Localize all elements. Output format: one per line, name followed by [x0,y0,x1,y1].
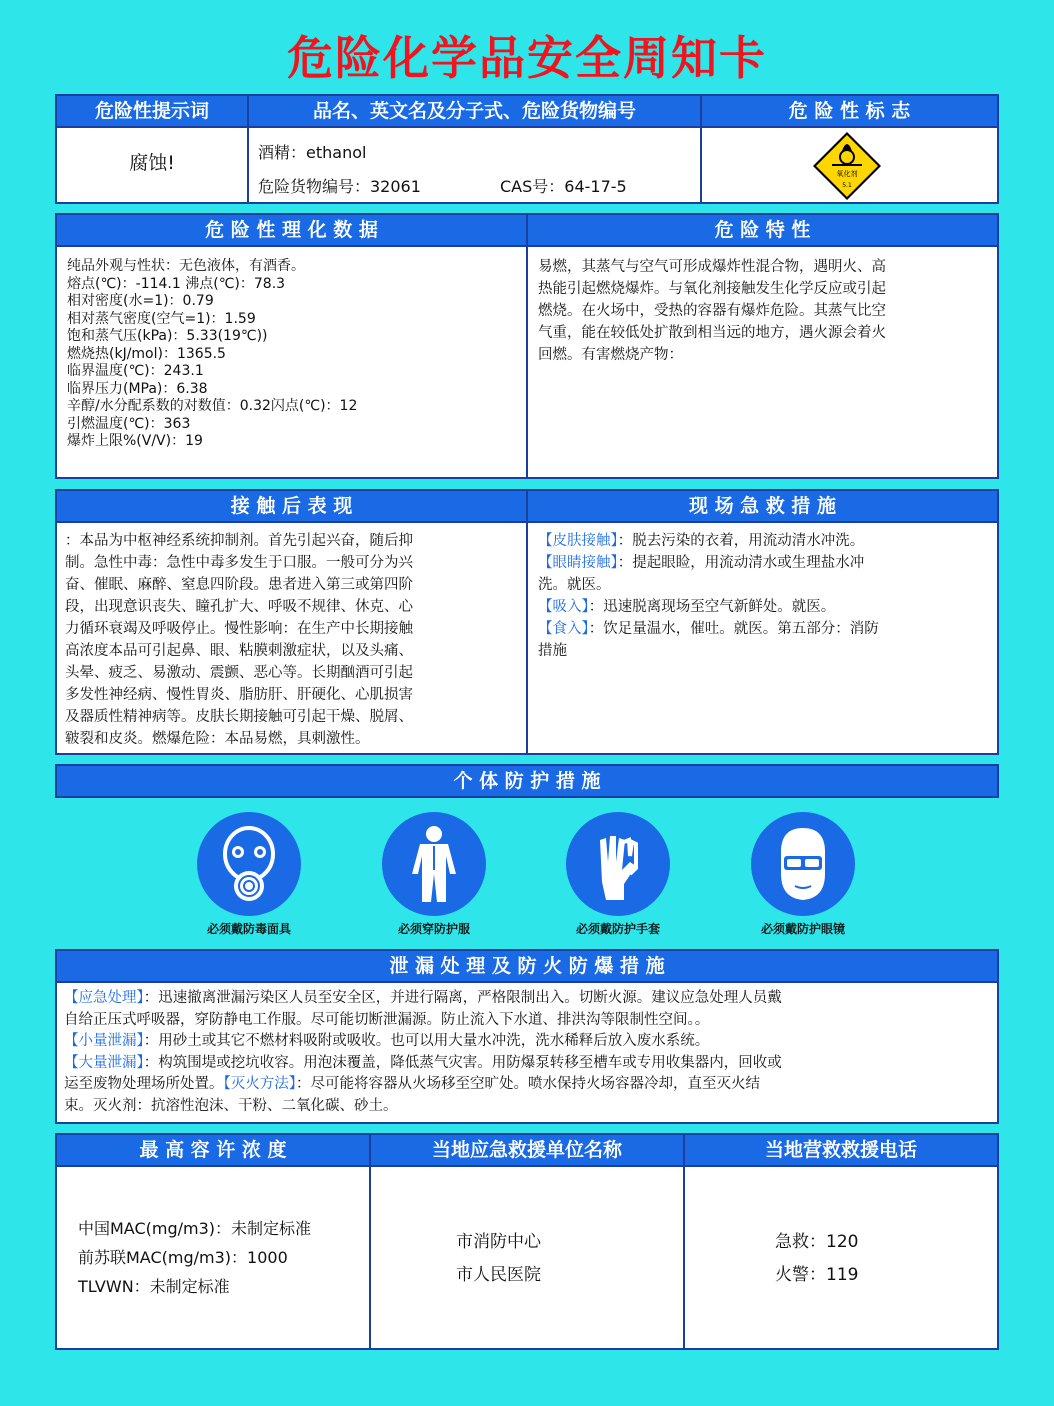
exposure-line: 制。急性中毒：急性中毒多发生于口服。一般可分为兴 [65,555,413,571]
ppe-label-gloves: 必须戴防护手套 [575,922,660,936]
exposure-line: 皲裂和皮炎。燃爆危险：本品易燃，具刺激性。 [65,731,370,747]
rescue-unit: 市消防中心 [456,1232,541,1252]
large-leak-text: ：构筑围堤或挖坑收容。用泡沫覆盖，降低蒸气灾害。用防爆泵转移至槽车或专用收集器内，回收或 [143,1054,782,1071]
hazard-line: 燃烧。在火场中，受热的容器有爆炸危险。其蒸气比空 [538,303,886,319]
eye-contact-text-2: 洗。就医。 [538,577,611,593]
header-first-aid: 现 场 急 救 措 施 [526,489,999,523]
first-aid-measures [538,530,993,662]
product-name: 酒精：ethanol [258,143,367,162]
mac-line: 前苏联MAC(mg/m3)：1000 [78,1248,288,1267]
exposure-line: 及器质性精神病等。皮肤长期接触可引起干燥、脱屑、 [65,709,413,725]
exposure-line: ：本品为中枢神经系统抑制剂。首先引起兴奋，随后抑 [65,533,413,549]
physchem-line: 熔点(℃)：-114.1 沸点(℃)：78.3 [67,275,286,292]
header-hazard-word: 危险性提示词 [55,94,249,128]
symbol-class: 5.1 [842,182,852,189]
page-title: 危险化学品安全周知卡 [287,31,767,85]
exposure-line: 奋、催眠、麻醉、窒息四阶段。患者进入第三或第四阶 [65,577,413,593]
oxidizer-hazard-icon [812,131,882,201]
header-ppe: 个 体 防 护 措 施 [55,764,999,798]
skin-contact-label: 【皮肤接触】 [538,533,618,549]
large-leak-label: 【大量泄漏】 [64,1054,144,1071]
ingestion-text-2: 措施 [538,643,567,659]
header-rescue-unit: 当地应急救援单位名称 [369,1133,685,1167]
gloves-icon [566,812,670,916]
physchem-line: 辛醇/水分配系数的对数值：0.32闪点(℃)：12 [67,398,358,414]
header-hazard: 危 险 特 性 [526,213,999,247]
physchem-line: 相对蒸气密度(空气=1)：1.59 [67,310,256,327]
ppe-label-goggles: 必须戴防护眼镜 [760,922,845,936]
symbol-text: 氧化剂 [836,170,858,178]
protective-suit-icon [382,812,486,916]
eye-contact-label: 【眼睛接触】 [538,555,618,571]
mac-line: 中国MAC(mg/m3)：未制定标准 [78,1219,312,1238]
small-leak-label: 【小量泄漏】 [64,1033,144,1049]
mac-line: TLVWN：未制定标准 [78,1277,230,1296]
header-rescue-phone: 当地营救救援电话 [683,1133,999,1167]
ppe-label-suit: 必须穿防护服 [397,922,470,936]
goggles-icon [751,812,855,916]
emergency-text: ：迅速撤离泄漏污染区人员至安全区，并进行隔离，严格限制出入。切断火源。建议应急处理人员戴 [143,990,782,1006]
rescue-units [456,1226,541,1292]
large-leak-text-2: 运至废物处理场所处置。 [64,1076,224,1092]
physchem-line: 燃烧热(kJ/mol)：1365.5 [67,345,226,362]
eye-contact-text: ：提起眼睑，用流动清水或生理盐水冲 [617,555,865,571]
fire-method-text-2: 束。灭火剂：抗溶性泡沫、干粉、二氧化碳、砂土。 [64,1097,398,1114]
hazard-line: 热能引起燃烧爆炸。与氧化剂接触发生化学反应或引起 [538,281,886,297]
mac-values [78,1214,311,1301]
gas-mask-icon [197,812,301,916]
hazard-word: 腐蚀! [129,152,175,174]
physchem-line: 爆炸上限%(V/V)：19 [67,433,203,449]
exposure-line: 力循环衰竭及呼吸停止。慢性影响：在生产中长期接触 [65,621,413,637]
physchem-line: 临界压力(MPa)：6.38 [67,380,208,397]
ppe-label-gas-mask: 必须戴防毒面具 [206,922,291,936]
skin-contact-text: ：脱去污染的衣着，用流动清水冲洗。 [617,533,865,549]
hazard-line: 易燃，其蒸气与空气可形成爆炸性混合物，遇明火、高 [538,259,886,275]
ingestion-label: 【食入】 [538,621,589,637]
physchem-line: 饱和蒸气压(kPa)：5.33(19℃)) [67,328,268,344]
exposure-line: 头晕、疲乏、易激动、震颤、恶心等。长期酗酒可引起 [65,665,413,681]
dangerous-goods-number: 危险货物编号：32061 [258,177,421,196]
exposure-line: 多发性神经病、慢性胃炎、脂肪肝、肝硬化、心肌损害 [65,687,413,703]
cas-number: CAS号：64-17-5 [500,177,627,196]
header-mac: 最 高 容 许 浓 度 [55,1133,371,1167]
physchem-line: 临界温度(℃)：243.1 [67,363,204,379]
physchem-line: 纯品外观与性状：无色液体，有酒香。 [67,258,305,274]
rescue-unit: 市人民医院 [456,1265,541,1285]
header-hazard-symbol: 危 险 性 标 志 [700,94,999,128]
ingestion-text: ：饮足量温水，催吐。就医。第五部分：消防 [588,621,879,637]
leak-measures [64,988,994,1117]
fire-method-text: ：尽可能将容器从火场移至空旷处。喷水保持火场容器冷却，直至灭火结 [296,1076,760,1092]
header-leak: 泄 漏 处 理 及 防 火 防 爆 措 施 [55,949,999,983]
inhalation-text: ：迅速脱离现场至空气新鲜处。就医。 [588,599,836,615]
exposure-line: 高浓度本品可引起鼻、眼、粘膜刺激症状，以及头痛、 [65,643,413,659]
hazard-line: 回燃。有害燃烧产物： [538,347,683,363]
header-product-name: 品名、英文名及分子式、危险货物编号 [247,94,702,128]
header-physchem: 危 险 性 理 化 数 据 [55,213,528,247]
exposure-line: 段，出现意识丧失、瞳孔扩大、呼吸不规律、休克、心 [65,599,413,615]
rescue-phones [775,1226,858,1292]
physchem-line: 引燃温度(℃)：363 [67,415,191,432]
emergency-label: 【应急处理】 [64,990,144,1006]
rescue-phone: 急救：120 [775,1232,859,1252]
inhalation-label: 【吸入】 [538,599,589,615]
hazard-line: 气重，能在较低处扩散到相当远的地方，遇火源会着火 [538,325,886,341]
physchem-line: 相对密度(水=1)：0.79 [67,293,214,309]
header-exposure: 接 触 后 表 现 [55,489,528,523]
fire-method-label: 【灭火方法】 [223,1076,296,1092]
physchem-data [67,258,522,451]
exposure-symptoms [65,530,523,750]
small-leak-text: ：用砂土或其它不燃材料吸附或吸收。也可以用大量水冲洗，洗水稀释后放入废水系统。 [143,1033,710,1049]
emergency-text-2: 自给正压式呼吸器，穿防静电工作服。尽可能切断泄漏源。防止流入下水道、排洪沟等限制性空间。。 [64,1011,710,1028]
hazard-characteristics [538,256,993,366]
rescue-phone: 火警：119 [775,1265,859,1285]
